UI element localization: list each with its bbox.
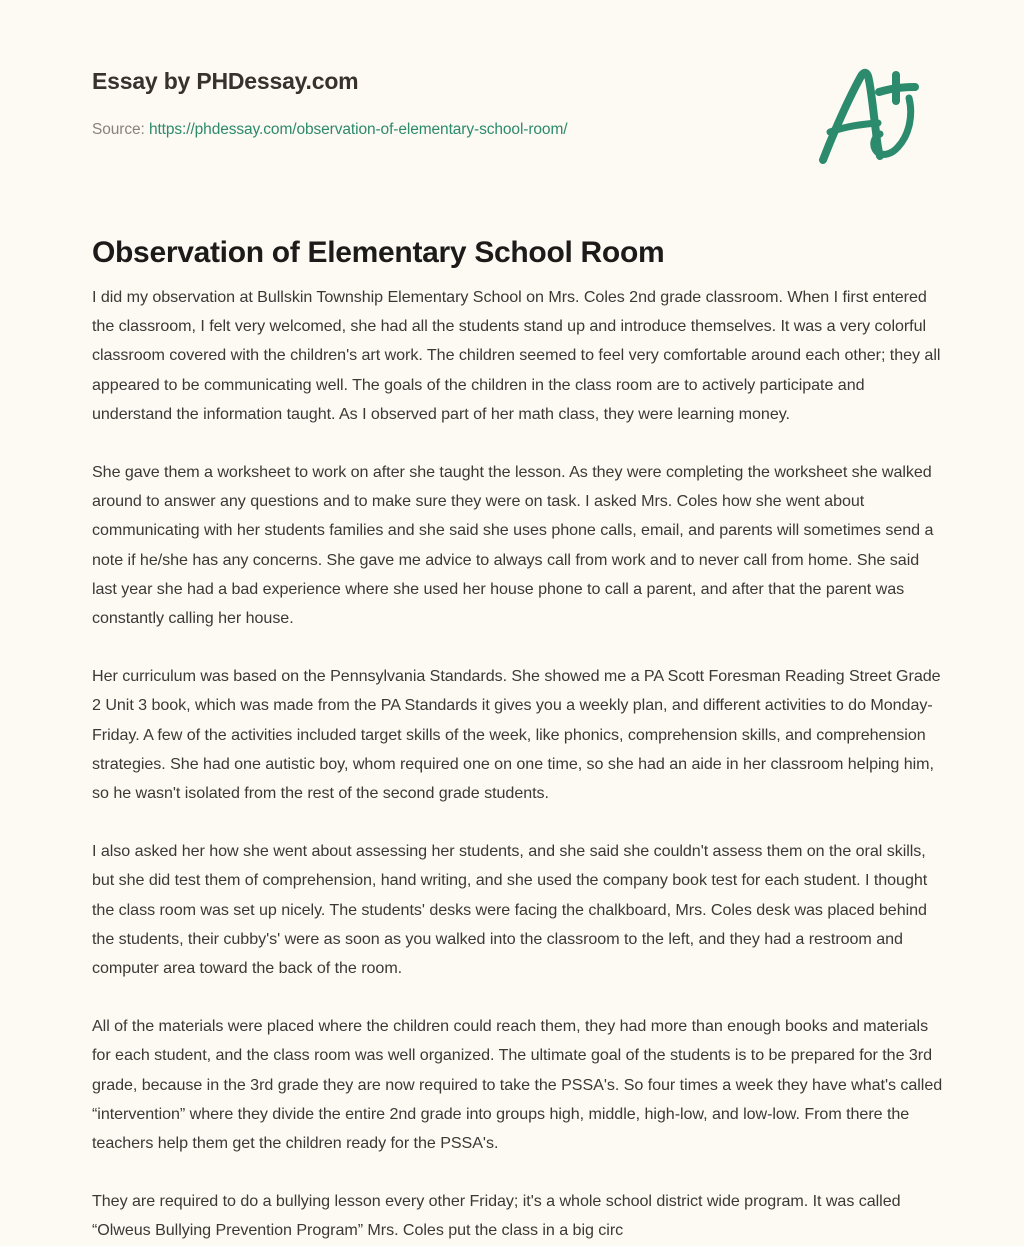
paragraph: Her curriculum was based on the Pennsylvania Standards. She showed me a PA Scott Foresman Reading Street Grade 2 Unit 3 book, which was made from the PA Standards it gives you a weekly plan, and different activities to do Monday-Friday. A few of the activities included target skills of the week, like phonics, comprehension skills, and comprehension strategies. She had one autistic boy, whom required one on one time, so she had an aide in her classroom helping him, so he wasn't isolated from the rest of the second grade students. <box>92 667 941 803</box>
page-title: Observation of Elementary School Room <box>92 236 665 270</box>
paragraph: I also asked her how she went about assessing her students, and she said she couldn't assess them on the oral skills, but she did test them of comprehension, hand writing, and she used the company book test for each student. I thought the class room was set up nicely. The students' desks were facing the chalkboard, Mrs. Coles desk was placed behind the students, their cubby's' were as soon as you walked into the classroom to the left, and they had a restroom and computer area toward the back of the room. <box>92 842 928 978</box>
source-line <box>92 121 567 139</box>
brand-title: Essay by PHDessay.com <box>92 68 359 94</box>
paragraph: They are required to do a bullying lesson every other Friday; it's a whole school district wide program. It was called “Olweus Bullying Prevention Program” Mrs. Coles put the class in a big circ <box>92 1192 901 1240</box>
source-url-link[interactable]: https://phdessay.com/observation-of-elementary-school-room/ <box>148 121 568 138</box>
a-plus-logo <box>808 60 928 170</box>
page-header <box>0 0 1024 185</box>
essay-body <box>92 283 944 1246</box>
paragraph: All of the materials were placed where the children could reach them, they had more than enough books and materials for each student, and the class room was well organized. The ultimate goal of the students is to be prepared for the 3rd grade, because in the 3rd grade they are now required to take the PSSA's. So four times a week they have what's called “intervention” where they divide the entire 2nd grade into groups high, middle, high-low, and low-low. From there the teachers help them get the children ready for the PSSA's. <box>92 1017 943 1153</box>
source-label: Source: <box>92 121 145 138</box>
a-plus-logo-icon <box>808 60 928 170</box>
paragraph: I did my observation at Bullskin Township Elementary School on Mrs. Coles 2nd grade classroom. When I first entered the classroom, I felt very welcomed, she had all the students stand up and introduce themselves. It was a very colorful classroom covered with the children's art work. The children seemed to feel very comfortable around each other; they all appeared to be communicating well. The goals of the children in the class room are to actively participate and understand the information taught. As I observed part of her math class, they were learning money. <box>92 288 941 423</box>
paragraph: She gave them a worksheet to work on after she taught the lesson. As they were completing the worksheet she walked around to answer any questions and to make sure they were on task. I asked Mrs. Coles how she went about communicating with her students families and she said she uses phone calls, email, and parents will sometimes send a note if he/she has any concerns. She gave me advice to always call from work and to never call from home. She said last year she had a bad experience where she used her house phone to call a parent, and after that the parent was constantly calling her house. <box>92 463 934 628</box>
